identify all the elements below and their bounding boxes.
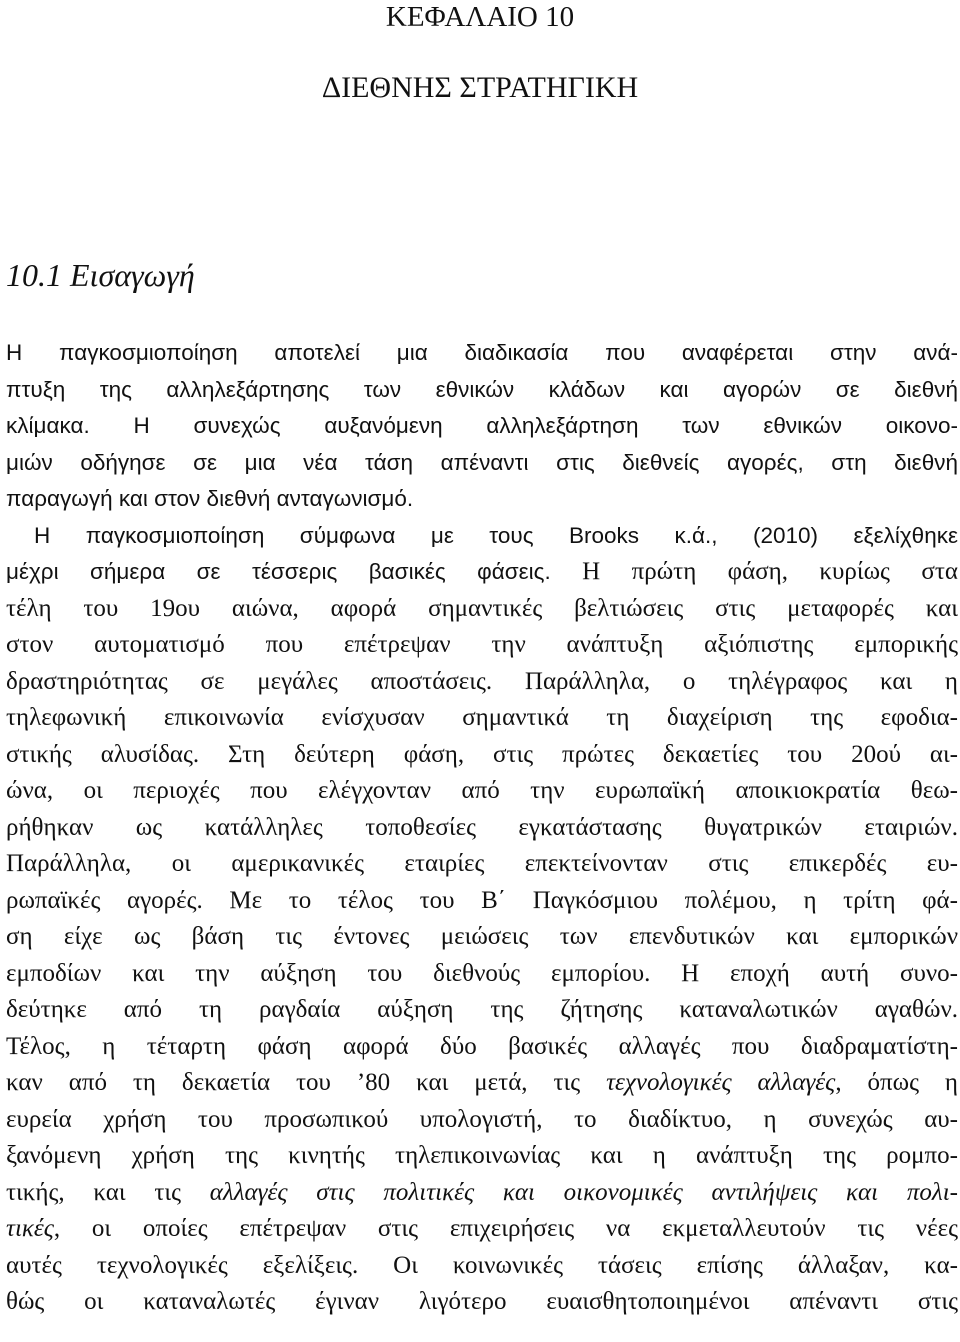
text-segment: , οι οποίες επέτρεψαν στις επιχειρήσεις να εκμεταλλευτούν τις νέες: [53, 1215, 958, 1242]
italic-term: τικές: [6, 1215, 54, 1242]
text-line: στικής αλυσίδας. Στη δεύτερη φάση, στις πρώτες δεκαετίες του 20ού αι-: [6, 740, 958, 768]
text-line: κλίμακα. Η συνεχώς αυξανόμενη αλληλεξάρτηση των εθνικών οικονο-: [6, 413, 958, 438]
text-line: πτυξη της αλληλεξάρτησης των εθνικών κλάδων και αγορών σε διεθνή: [6, 376, 958, 402]
text-line: ευρεία χρήση του προσωπικού υπολογιστή, το διαδίκτυο, η συνεχώς αυ-: [6, 1105, 958, 1133]
text-line: εμποδίων και την αύξηση του διεθνούς εμπορίου. Η εποχή αυτή συνο-: [6, 959, 958, 987]
text-line: δραστηριότητας σε μεγάλες αποστάσεις. Παράλληλα, ο τηλέγραφος και η: [6, 667, 958, 695]
text-line-mixed: [6, 1211, 958, 1248]
text-line: ξανόμενη χρήση της κινητής τηλεπικοινωνίας και η ανάπτυξη της ρομπο-: [6, 1142, 958, 1169]
paragraph-1: [6, 335, 958, 518]
text-segment: , όπως η: [835, 1069, 958, 1096]
text-line-mixed: [6, 554, 958, 591]
text-line: τέλη του 19ου αιώνα, αφορά σημαντικές βελτιώσεις στις μεταφορές και: [6, 594, 958, 622]
text-line: δεύτηκε από τη ραγδαία αύξηση της ζήτησης καταναλωτικών αγαθών.: [6, 996, 958, 1023]
chapter-label: ΚΕΦΑΛΑΙΟ 10: [385, 1, 575, 33]
text-line: θώς οι καταναλωτές έγιναν λιγότερο ευαισθητοποιημένοι απέναντι στις: [6, 1288, 958, 1315]
text-line: Τέλος, η τέταρτη φάση αφορά δύο βασικές αλλαγές που διαδραματίστη-: [6, 1032, 958, 1060]
text-line: μιών οδήγησε σε μια νέα τάση απέναντι στις διεθνείς αγορές, στη διεθνή: [6, 449, 958, 475]
text-segment: μέχρι σήμερα σε τέσσερις βασικές φάσεις.: [6, 559, 551, 584]
text-line: Η παγκοσμιοποίηση σύμφωνα με τους Brooks κ.ά., (2010) εξελίχθηκε: [34, 523, 958, 548]
italic-term: αλλαγές στις πολιτικές και οικονομικές αντιλήψεις και πολι-: [209, 1178, 959, 1206]
paragraph-2: [6, 554, 958, 1321]
text-line: Η παγκοσμιοποίηση αποτελεί μια διαδικασία που αναφέρεται στην ανά-: [6, 340, 958, 365]
italic-term: τεχνολογικές αλλαγές: [606, 1069, 836, 1096]
text-line-mixed: [6, 1065, 958, 1102]
paragraph-2-start: [6, 518, 958, 555]
text-line-mixed: [6, 1175, 958, 1212]
chapter-title: ΔΙΕΘΝΗΣ ΣΤΡΑΤΗΓΙΚΗ: [321, 71, 639, 104]
text-segment: καν από τη δεκαετία του ’80 και μετά, τις: [6, 1069, 607, 1096]
section-heading: 10.1 Εισαγωγή: [6, 257, 195, 293]
text-line: ρήθηκαν ως κατάλληλες τοποθεσίες εγκατάστασης θυγατρικών εταιριών.: [6, 813, 958, 841]
text-line: αυτές τεχνολογικές εξελίξεις. Οι κοινωνικές τάσεις επίσης άλλαξαν, κα-: [6, 1251, 958, 1279]
text-line: παραγωγή και στον διεθνή ανταγωνισμό.: [6, 486, 414, 511]
text-line: ση είχε ως βάση τις έντονες μειώσεις των επενδυτικών και εμπορικών: [6, 923, 958, 950]
text-segment: Η πρώτη φάση, κυρίως στα: [550, 558, 958, 585]
text-line: ώνα, οι περιοχές που ελέγχονταν από την ευρωπαϊκή αποικιοκρατία θεω-: [6, 777, 958, 804]
text-segment: τικής, και τις: [6, 1178, 210, 1206]
text-line: ρωπαϊκές αγορές. Με το τέλος του Β΄ Παγκόσμιου πολέμου, η τρίτη φά-: [6, 886, 958, 914]
text-line: τηλεφωνική επικοινωνία ενίσχυσαν σημαντικά τη διαχείριση της εφοδια-: [6, 704, 958, 731]
text-line: στον αυτοματισμό που επέτρεψαν την ανάπτυξη αξιόπιστης εμπορικής: [6, 631, 958, 658]
text-line: Παράλληλα, οι αμερικανικές εταιρίες επεκτείνονταν στις επικερδές ευ-: [6, 850, 958, 877]
